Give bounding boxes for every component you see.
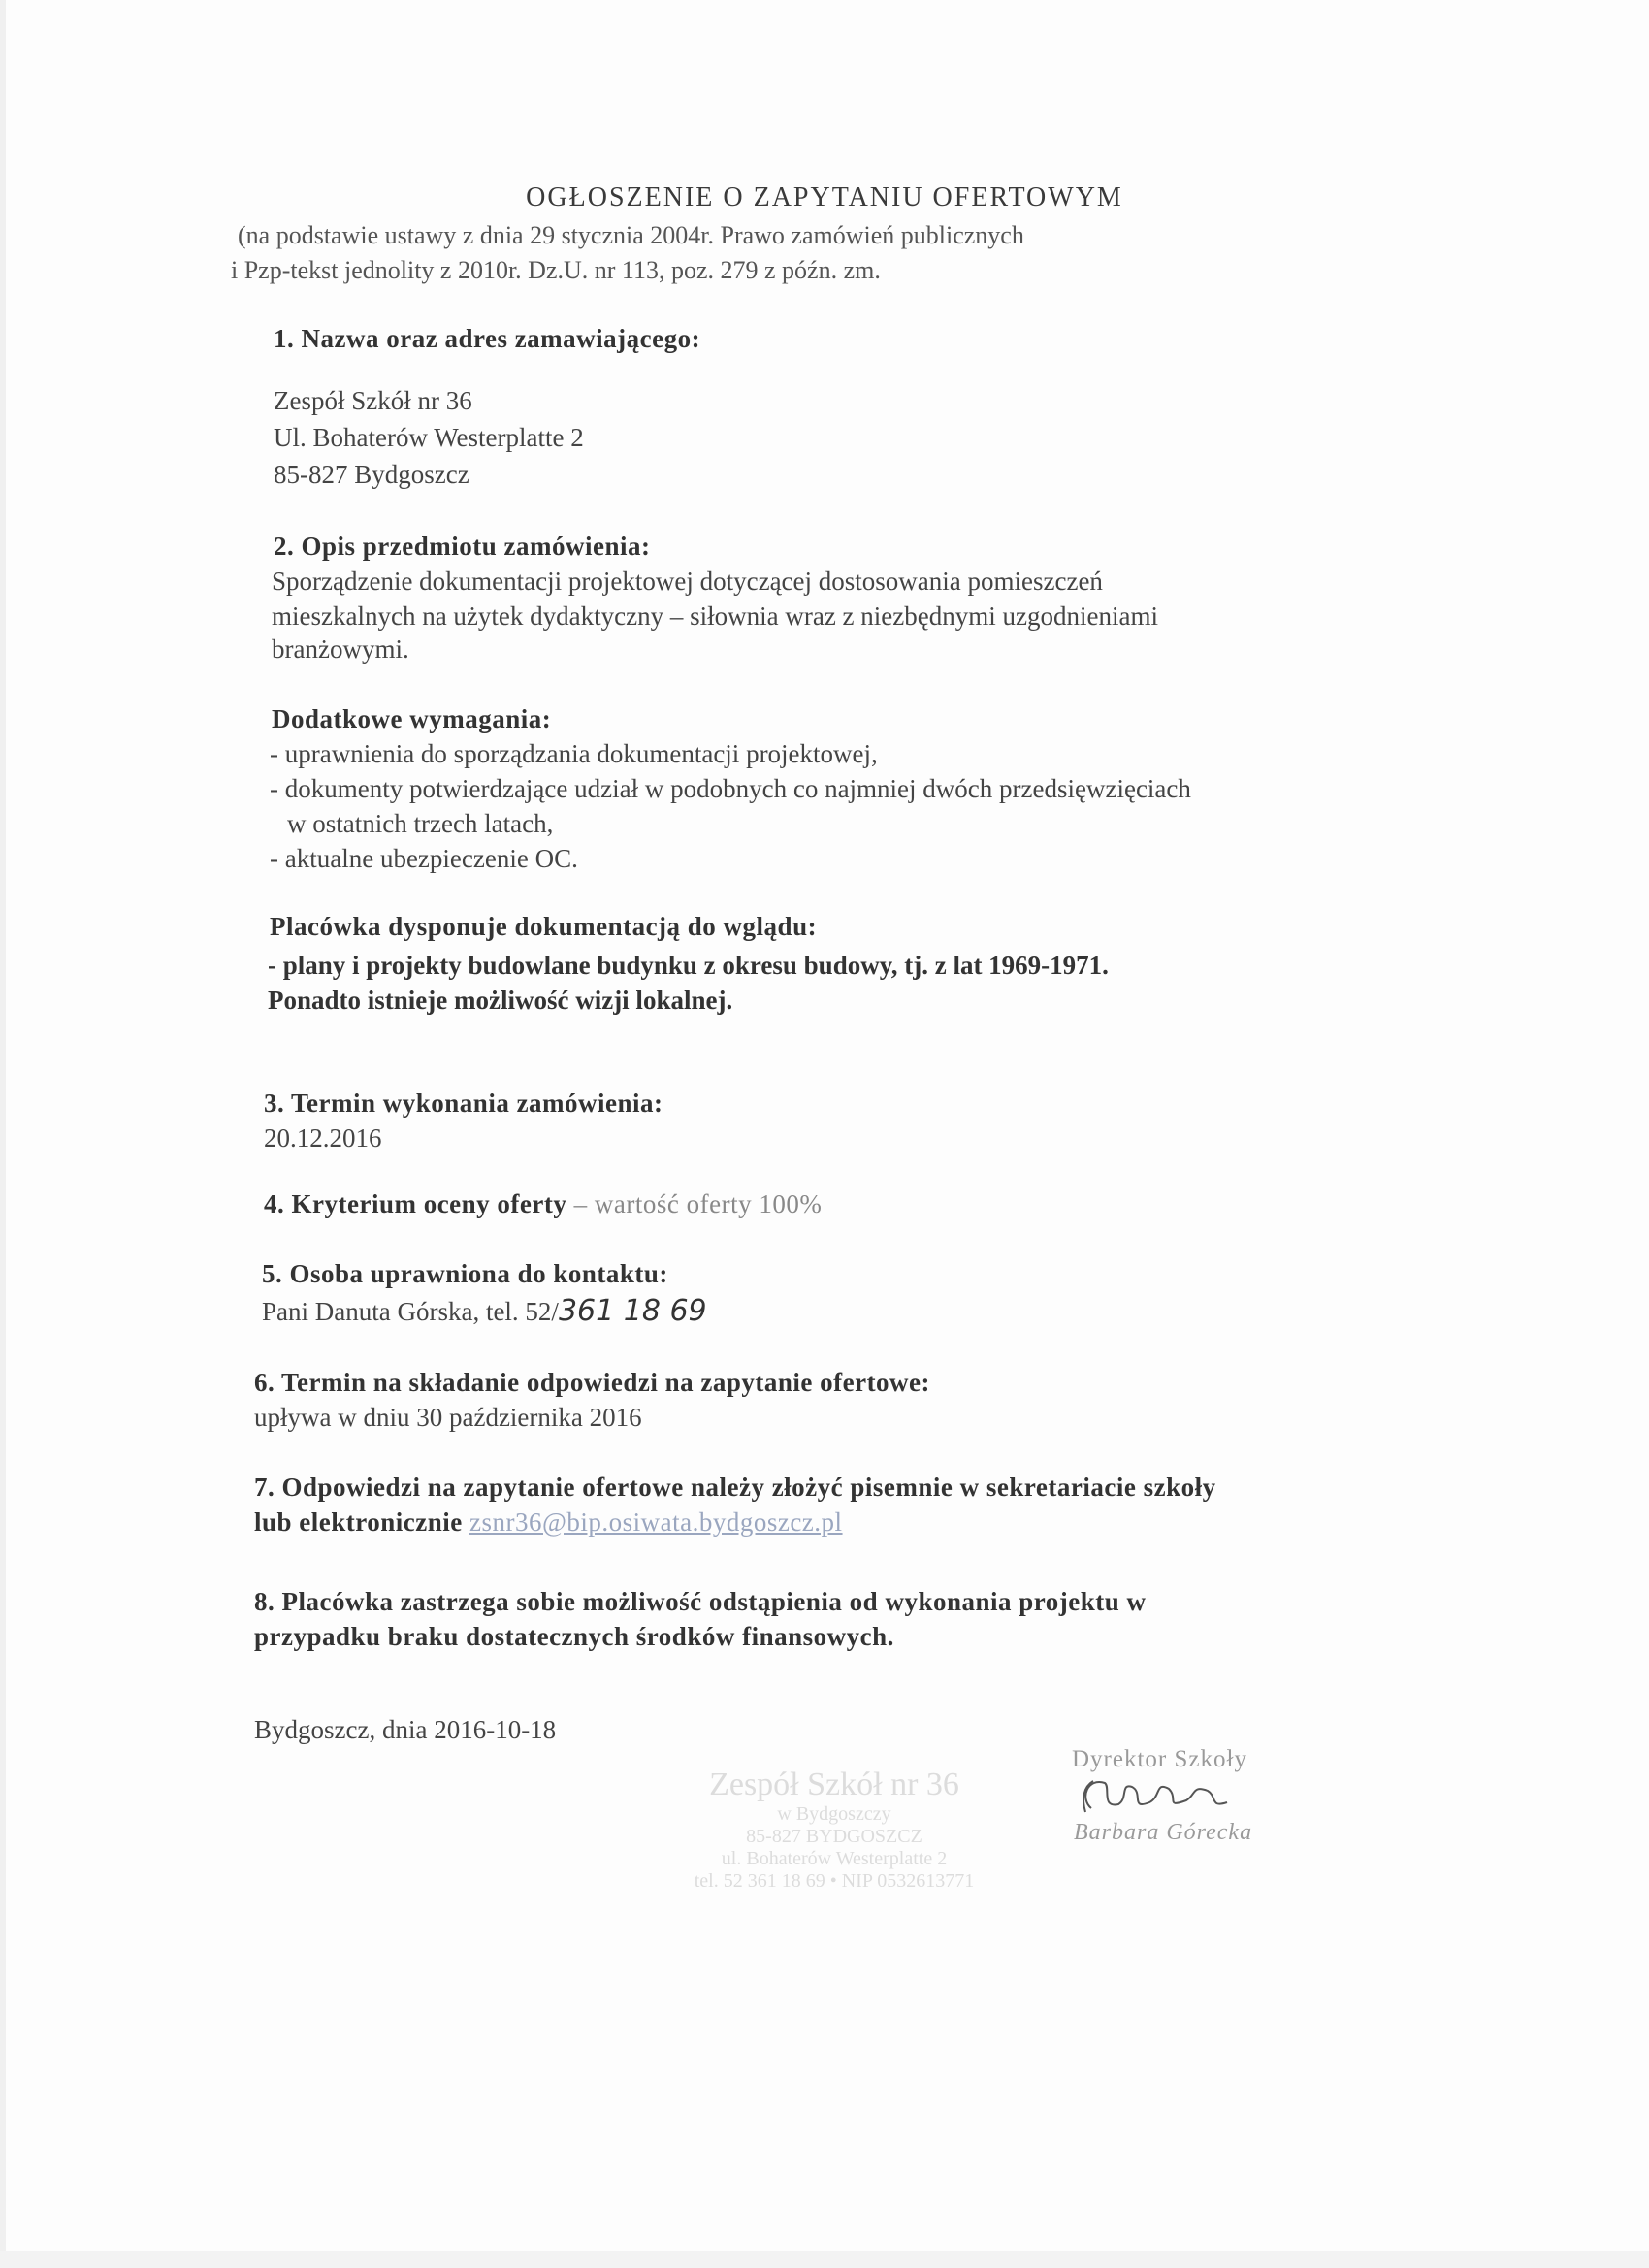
criterion-label: 4. Kryterium oceny oferty [264, 1189, 567, 1218]
stamp-line-2: w Bydgoszczy [777, 1803, 891, 1826]
school-stamp [660, 1766, 1009, 1893]
orderer-city: 85-827 Bydgoszcz [274, 460, 469, 489]
completion-date: 20.12.2016 [264, 1123, 382, 1152]
section-4-heading [264, 1189, 822, 1219]
subject-line-1: Sporządzenie dokumentacji projektowej dotyczącej dostosowania pomieszczeń [272, 567, 1103, 596]
contact-name: Pani Danuta Górska, tel. 52/ [262, 1297, 559, 1326]
scan-bottom-edge [0, 2251, 1649, 2268]
stamp-line-5: tel. 52 361 18 69 • NIP 0532613771 [694, 1870, 975, 1893]
signature-title: Dyrektor Szkoły [1072, 1746, 1247, 1772]
requirements-heading: Dodatkowe wymagania: [272, 704, 552, 733]
documentation-line-1: - plany i projekty budowlane budynku z okresu budowy, tj. z lat 1969-1971. [268, 951, 1109, 980]
subject-line-2: mieszkalnych na użytek dydaktyczny – siłownia wraz z niezbędnymi uzgodnieniami [272, 601, 1158, 631]
criterion-value: – wartość oferty 100% [566, 1189, 823, 1218]
section-8-line-1: 8. Placówka zastrzega sobie możliwość odstąpienia od wykonania projektu w [254, 1587, 1147, 1616]
submission-method: lub elektronicznie [254, 1507, 469, 1537]
section-6-heading: 6. Termin na składanie odpowiedzi na zapytanie ofertowe: [254, 1368, 931, 1397]
deadline-value: upływa w dniu 30 października 2016 [254, 1403, 642, 1432]
requirement-item-2-continued: w ostatnich trzech latach, [287, 809, 554, 838]
legal-basis-line-2: i Pzp-tekst jednolity z 2010r. Dz.U. nr 113, poz. 279 z późn. zm. [231, 256, 881, 284]
section-1-heading: 1. Nazwa oraz adres zamawiającego: [274, 324, 701, 353]
place-and-date: Bydgoszcz, dnia 2016-10-18 [254, 1715, 557, 1744]
section-8-line-2: przypadku braku dostatecznych środków finansowych. [254, 1622, 894, 1651]
contact-person [262, 1294, 707, 1328]
documentation-heading: Placówka dysponuje dokumentacją do wglądu: [270, 912, 818, 941]
signature-scribble-icon [1072, 1769, 1285, 1828]
requirement-item-1: - uprawnienia do sporządzania dokumentacji projektowej, [270, 739, 878, 768]
signature-block [1072, 1746, 1324, 1845]
section-7-line-1: 7. Odpowiedzi na zapytanie ofertowe należy złożyć pisemnie w sekretariacie szkoły [254, 1473, 1216, 1502]
subject-line-3: branżowymi. [272, 634, 409, 664]
section-3-heading: 3. Termin wykonania zamówienia: [264, 1088, 663, 1118]
signature-name: Barbara Górecka [1074, 1820, 1253, 1845]
documentation-line-2: Ponadto istnieje możliwość wizji lokalnej. [268, 986, 733, 1015]
section-2-heading: 2. Opis przedmiotu zamówienia: [274, 532, 651, 561]
section-7-line-2 [254, 1507, 843, 1538]
legal-basis-line-1: (na podstawie ustawy z dnia 29 stycznia 2004r. Prawo zamówień publicznych [238, 221, 1024, 249]
orderer-street: Ul. Bohaterów Westerplatte 2 [274, 423, 584, 452]
scan-edge [0, 0, 6, 2268]
stamp-line-4: ul. Bohaterów Westerplatte 2 [721, 1848, 948, 1870]
contact-phone-handwritten: 361 18 69 [558, 1294, 707, 1328]
stamp-line-1: Zespół Szkół nr 36 [709, 1766, 959, 1802]
requirement-item-3: - aktualne ubezpieczenie OC. [270, 844, 578, 873]
requirement-item-2: - dokumenty potwierdzające udział w podobnych co najmniej dwóch przedsięwzięciach [270, 774, 1191, 803]
email-link[interactable]: zsnr36@bip.osiwata.bydgoszcz.pl [469, 1507, 843, 1537]
section-5-heading: 5. Osoba uprawniona do kontaktu: [262, 1259, 668, 1288]
orderer-name: Zespół Szkół nr 36 [274, 386, 472, 415]
stamp-line-3: 85-827 BYDGOSZCZ [746, 1826, 922, 1848]
document-title: OGŁOSZENIE O ZAPYTANIU OFERTOWYM [526, 182, 1123, 212]
